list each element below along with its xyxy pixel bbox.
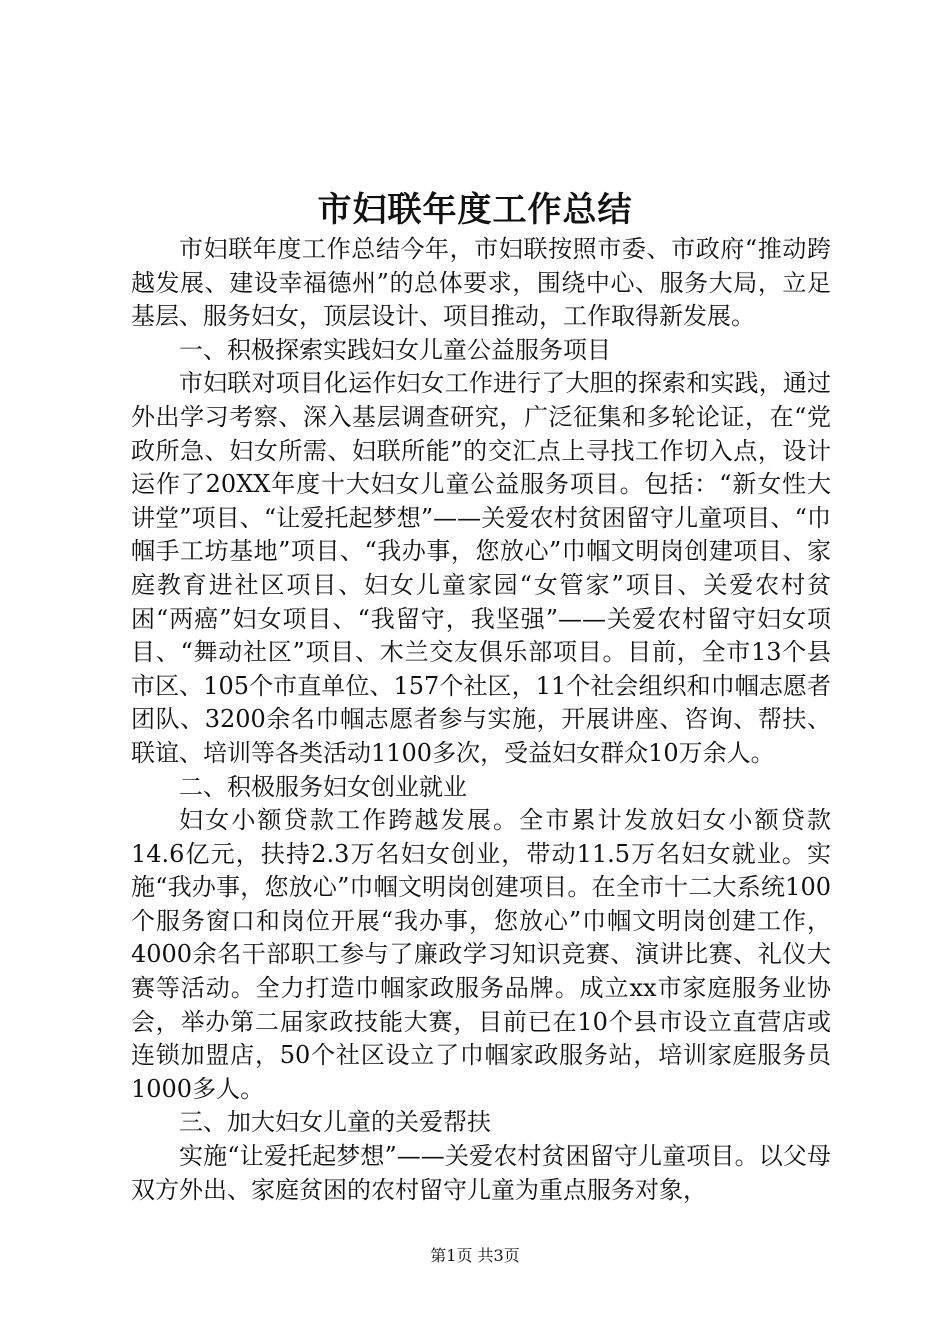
section-heading-2: 二、积极服务妇女创业就业 bbox=[179, 772, 467, 801]
page-footer: 第1页 共3页 bbox=[430, 1246, 520, 1265]
section-heading-3: 三、加大妇女儿童的关爱帮扶 bbox=[179, 1108, 491, 1137]
section-2-paragraph: 妇女小额贷款工作跨越发展。全市累计发放妇女小额贷款14.6亿元，扶持2.3万名妇女创业，带动11.5万名妇女就业。实施“我办事，您放心”巾帼文明岗创建项目。在全市十二大系统100个服务窗口和岗位开展“我办事，您放心”巾帼文明岗创建工作，4000余名干部职工参与了廉政学习知识竞赛、演讲比赛、礼仪大赛等活动。全力打造巾帼家政服务品牌。成立xx市家庭服务业协会，举办第二届家政技能大赛，目前已在10个县市设立直营店或连锁加盟店，50个社区设立了巾帼家政服务站，培训家庭服务员1000多人。 bbox=[131, 806, 831, 1103]
section-3-paragraph: 实施“让爱托起梦想”——关爱农村贫困留守儿童项目。以父母双方外出、家庭贫困的农村留守儿童为重点服务对象， bbox=[131, 1142, 831, 1204]
section-1-paragraph: 市妇联对项目化运作妇女工作进行了大胆的探索和实践，通过外出学习考察、深入基层调查研究，广泛征集和多轮论证，在“党政所急、妇女所需、妇联所能”的交汇点上寻找工作切入点，设计运作了20XX年度十大妇女儿童公益服务项目。包括：“新女性大讲堂”项目、“让爱托起梦想”——关爱农村贫困留守儿童项目、“巾帼手工坊基地”项目、“我办事，您放心”巾帼文明岗创建项目、家庭教育进社区项目、妇女儿童家园“女管家”项目、关爱农村贫困“两癌”妇女项目、“我留守，我坚强”——关爱农村留守妇女项目、“舞动社区”项目、木兰交友俱乐部项目。目前，全市13个县市区、105个市直单位、157个社区，11个社会组织和巾帼志愿者团队、3200余名巾帼志愿者参与实施，开展讲座、咨询、帮扶、联谊、培训等各类活动1100多次，受益妇女群众10万余人。 bbox=[131, 369, 831, 767]
document-body bbox=[131, 233, 831, 1207]
document-title: 市妇联年度工作总结 bbox=[317, 190, 633, 230]
section-heading-1: 一、积极探索实践妇女儿童公益服务项目 bbox=[179, 335, 611, 364]
intro-paragraph: 市妇联年度工作总结今年，市妇联按照市委、市政府“推动跨越发展、建设幸福德州”的总体要求，围绕中心、服务大局，立足基层、服务妇女，顶层设计、项目推动，工作取得新发展。 bbox=[131, 235, 831, 331]
